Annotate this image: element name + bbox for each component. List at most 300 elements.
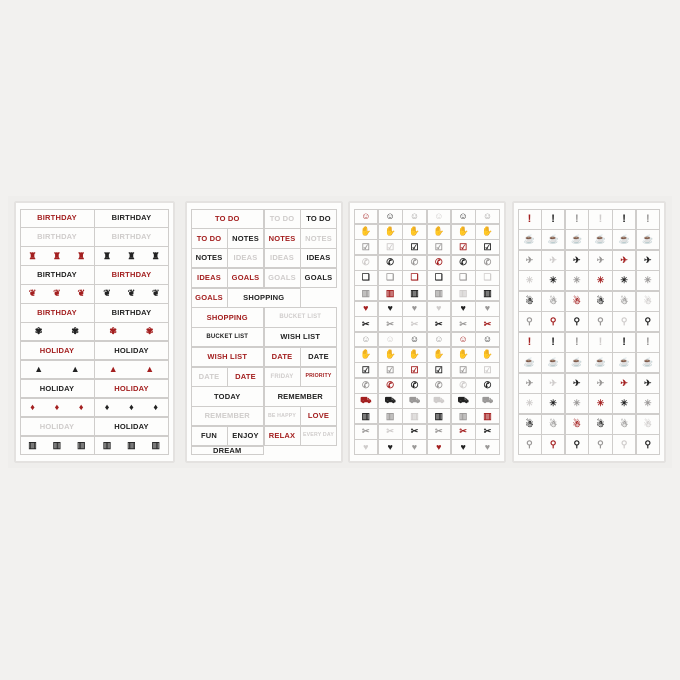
gift-icon-cell[interactable]: [451, 285, 476, 301]
camera-icon-cell[interactable]: [402, 270, 427, 286]
camera-icon-cell[interactable]: [427, 270, 452, 286]
sticker-word[interactable]: [20, 209, 95, 228]
sticker-word[interactable]: [191, 406, 265, 426]
sticker-word[interactable]: [191, 268, 228, 288]
sticker-word[interactable]: [94, 341, 169, 360]
camera-icon-cell[interactable]: [451, 270, 476, 286]
coffee-cup-icon: ☕: [523, 234, 536, 244]
heart-icon-cell[interactable]: [402, 439, 427, 455]
phone-icon-cell[interactable]: [378, 378, 403, 394]
heart-icon: ♥: [484, 303, 491, 314]
shopping-cart-icon-cell[interactable]: [378, 393, 403, 409]
smiley-icon-cell[interactable]: [475, 209, 500, 225]
smiley-icon-cell[interactable]: [402, 209, 427, 225]
icon-sheet-left[interactable]: [349, 202, 505, 462]
star-burst-icon-cell[interactable]: [636, 393, 660, 414]
phone-icon-cell[interactable]: [427, 255, 452, 271]
coffee-cup-icon: ☕: [571, 357, 583, 367]
coffee-cup-icon: ☕: [618, 234, 630, 244]
smiley-icon-cell[interactable]: [427, 332, 452, 348]
coffee-cup-icon-cell[interactable]: [612, 352, 636, 373]
scissors-icon: ✂: [435, 426, 443, 437]
sticker-word[interactable]: [227, 367, 264, 387]
thumbs-up-icon-cell[interactable]: [427, 347, 452, 363]
airplane-icon: ✈: [573, 254, 581, 265]
sticker-word[interactable]: [191, 327, 265, 347]
sticker-word[interactable]: [227, 288, 301, 308]
sticker-label: SHOPPING: [206, 312, 248, 322]
sticker-word[interactable]: [20, 303, 95, 322]
exclamation-icon-cell[interactable]: [518, 209, 542, 230]
sticker-word[interactable]: [20, 265, 95, 284]
checkbox-icon-cell[interactable]: [451, 362, 476, 378]
sticker-word[interactable]: [264, 307, 338, 327]
star-burst-icon-cell[interactable]: [541, 393, 565, 414]
heart-icon-cell[interactable]: [475, 439, 500, 455]
coffee-cup-icon: ☕: [642, 234, 654, 244]
snowman-icon-cell[interactable]: [518, 414, 542, 435]
shopping-cart-icon-cell[interactable]: [402, 393, 427, 409]
sticker-word[interactable]: [191, 426, 228, 446]
shopping-cart-icon-cell[interactable]: [451, 393, 476, 409]
sticker-label: TO DO: [269, 213, 295, 223]
lightbulb-icon-cell[interactable]: [588, 311, 612, 332]
sticker-word[interactable]: [227, 426, 264, 446]
sticker-word[interactable]: [264, 347, 301, 367]
star-burst-icon-cell[interactable]: [636, 270, 660, 291]
scissors-icon-cell[interactable]: [427, 424, 452, 440]
gift-icon: ▥: [410, 410, 419, 421]
snowman-icon-cell[interactable]: [588, 291, 612, 312]
exclamation-icon-cell[interactable]: [541, 332, 565, 353]
coffee-cup-icon-cell[interactable]: [541, 352, 565, 373]
smiley-icon: ☺: [385, 210, 395, 221]
sticker-label: HOLIDAY: [114, 421, 149, 431]
snowman-icon: ☃: [596, 295, 605, 306]
sticker-icon-group: [21, 247, 94, 264]
scissors-icon-cell[interactable]: [354, 424, 379, 440]
sticker-word[interactable]: [264, 406, 301, 426]
airplane-icon-cell[interactable]: [518, 250, 542, 271]
lightbulb-icon-cell[interactable]: [636, 434, 660, 455]
gift-icon: ▥: [483, 287, 492, 298]
smiley-icon-cell[interactable]: [427, 209, 452, 225]
coffee-cup-icon-cell[interactable]: [636, 352, 660, 373]
star-burst-icon-cell[interactable]: [518, 270, 542, 291]
thumbs-up-icon-cell[interactable]: [354, 347, 379, 363]
coffee-cup-icon-cell[interactable]: [612, 229, 636, 250]
lightbulb-icon: ⚲: [573, 439, 581, 449]
gift-icon-cell[interactable]: [354, 408, 379, 424]
thumbs-up-icon-cell[interactable]: [402, 224, 427, 240]
star-burst-icon: ✳: [525, 398, 534, 408]
snowman-icon-cell[interactable]: [518, 291, 542, 312]
star-burst-icon-cell[interactable]: [588, 393, 612, 414]
coffee-cup-icon-cell[interactable]: [541, 229, 565, 250]
ice-cream-icon: ♦: [30, 401, 36, 412]
cupcake-icon: ♜: [127, 250, 136, 261]
exclamation-icon-cell[interactable]: [518, 332, 542, 353]
camera-icon: ❏: [434, 272, 444, 283]
sticker-word[interactable]: [264, 248, 301, 268]
sticker-label: IDEAS: [197, 273, 221, 283]
phone-icon-cell[interactable]: [427, 378, 452, 394]
sticker-word[interactable]: [191, 446, 265, 456]
phone-icon-cell[interactable]: [378, 255, 403, 271]
star-burst-icon: ✳: [620, 398, 629, 408]
thumbs-up-icon: ✋: [384, 226, 396, 237]
sticker-icon-row[interactable]: [94, 436, 169, 455]
sticker-word[interactable]: [20, 341, 95, 360]
airplane-icon-cell[interactable]: [541, 250, 565, 271]
phone-icon-cell[interactable]: [402, 378, 427, 394]
thumbs-up-icon-cell[interactable]: [427, 224, 452, 240]
lightbulb-icon-cell[interactable]: [518, 311, 542, 332]
smiley-icon-cell[interactable]: [378, 332, 403, 348]
sticker-word[interactable]: [191, 307, 265, 327]
heart-icon: ♥: [411, 441, 418, 452]
airplane-icon-cell[interactable]: [565, 373, 589, 394]
star-burst-icon-cell[interactable]: [612, 393, 636, 414]
coffee-cup-icon-cell[interactable]: [518, 352, 542, 373]
snowman-icon-cell[interactable]: [612, 291, 636, 312]
sticker-word[interactable]: [264, 367, 301, 387]
phone-icon-cell[interactable]: [475, 378, 500, 394]
exclamation-icon-cell[interactable]: [636, 209, 660, 230]
snowman-icon-cell[interactable]: [565, 291, 589, 312]
camera-icon-cell[interactable]: [354, 270, 379, 286]
snowman-icon-cell[interactable]: [541, 414, 565, 435]
thumbs-up-icon-cell[interactable]: [451, 224, 476, 240]
party-popper-icon: ✾: [109, 326, 118, 337]
scissors-icon-cell[interactable]: [427, 316, 452, 332]
phone-icon-cell[interactable]: [402, 255, 427, 271]
gift-icon-cell[interactable]: [354, 285, 379, 301]
sticker-word[interactable]: [264, 209, 301, 229]
scissors-icon-cell[interactable]: [451, 316, 476, 332]
gift-icon: ▥: [102, 439, 112, 450]
star-burst-icon: ✳: [549, 275, 558, 285]
sticker-word[interactable]: [94, 265, 169, 284]
sticker-word[interactable]: [264, 327, 338, 347]
exclamation-icon-cell[interactable]: [636, 332, 660, 353]
lightbulb-icon-cell[interactable]: [541, 434, 565, 455]
shopping-cart-icon-cell[interactable]: [427, 393, 452, 409]
exclamation-icon-cell[interactable]: [612, 332, 636, 353]
sticker-icon-row[interactable]: [20, 246, 95, 265]
thumbs-up-icon-cell[interactable]: [378, 347, 403, 363]
airplane-icon-cell[interactable]: [541, 373, 565, 394]
lightbulb-icon: ⚲: [644, 316, 652, 326]
sticker-icon-row[interactable]: [94, 360, 169, 379]
gift-icon-cell[interactable]: [475, 408, 500, 424]
sticker-word[interactable]: [300, 248, 337, 268]
sticker-word[interactable]: [191, 228, 228, 248]
sticker-icon-row[interactable]: [20, 322, 95, 341]
sticker-word[interactable]: [191, 209, 265, 229]
sticker-word[interactable]: [94, 227, 169, 246]
lightbulb-icon: ⚲: [549, 316, 557, 326]
sticker-icon-row[interactable]: [20, 398, 95, 417]
checkbox-icon-cell[interactable]: [475, 362, 500, 378]
sticker-word[interactable]: [20, 417, 95, 436]
thumbs-up-icon-cell[interactable]: [354, 224, 379, 240]
heart-icon: ♥: [411, 303, 418, 314]
phone-icon-cell[interactable]: [451, 255, 476, 271]
heart-icon-cell[interactable]: [475, 301, 500, 317]
star-burst-icon-cell[interactable]: [541, 270, 565, 291]
shopping-cart-icon: ⛟: [457, 395, 469, 406]
heart-icon: ♥: [387, 441, 394, 452]
scissors-icon-cell[interactable]: [451, 424, 476, 440]
thumbs-up-icon-cell[interactable]: [475, 224, 500, 240]
sticker-word[interactable]: [264, 268, 301, 288]
smiley-icon: ☺: [482, 333, 493, 344]
sticker-word[interactable]: [300, 426, 337, 446]
scissors-icon-cell[interactable]: [354, 316, 379, 332]
gift-icon-cell[interactable]: [475, 285, 500, 301]
shopping-cart-icon-cell[interactable]: [354, 393, 379, 409]
heart-icon-cell[interactable]: [378, 301, 403, 317]
sticker-word[interactable]: [300, 268, 337, 288]
scissors-icon: ✂: [362, 318, 370, 329]
lightbulb-icon: ⚲: [549, 439, 557, 449]
lightbulb-icon-cell[interactable]: [565, 434, 589, 455]
scissors-icon-cell[interactable]: [475, 316, 500, 332]
gift-icon: ▥: [151, 439, 161, 450]
heart-icon-cell[interactable]: [378, 439, 403, 455]
sticker-word[interactable]: [300, 347, 337, 367]
sticker-icon-row[interactable]: [94, 246, 169, 265]
lightbulb-icon-cell[interactable]: [518, 434, 542, 455]
scissors-icon-cell[interactable]: [402, 316, 427, 332]
airplane-icon-cell[interactable]: [612, 373, 636, 394]
sticker-label: FUN: [200, 431, 217, 441]
lightbulb-icon-cell[interactable]: [541, 311, 565, 332]
phone-icon-cell[interactable]: [354, 378, 379, 394]
scissors-icon-cell[interactable]: [378, 424, 403, 440]
lightbulb-icon: ⚲: [597, 316, 604, 326]
checkbox-icon-cell[interactable]: [354, 239, 379, 255]
thumbs-up-icon-cell[interactable]: [402, 347, 427, 363]
sticker-word[interactable]: [191, 248, 228, 268]
exclamation-icon-cell[interactable]: [612, 209, 636, 230]
checkbox-icon-cell[interactable]: [427, 239, 452, 255]
checkbox-icon-cell[interactable]: [475, 239, 500, 255]
sticker-icon-group: [95, 437, 168, 454]
phone-icon-cell[interactable]: [475, 255, 500, 271]
star-burst-icon-cell[interactable]: [518, 393, 542, 414]
checkbox-icon-cell[interactable]: [427, 362, 452, 378]
sticker-word[interactable]: [300, 228, 337, 248]
checkbox-icon: ☑: [483, 364, 492, 375]
coffee-cup-icon-cell[interactable]: [518, 229, 542, 250]
checkbox-icon-cell[interactable]: [402, 239, 427, 255]
exclamation-icon-cell[interactable]: [541, 209, 565, 230]
checkbox-icon-cell[interactable]: [378, 362, 403, 378]
airplane-icon-cell[interactable]: [588, 250, 612, 271]
smiley-icon-cell[interactable]: [402, 332, 427, 348]
airplane-icon-cell[interactable]: [612, 250, 636, 271]
airplane-icon-cell[interactable]: [565, 250, 589, 271]
sticker-icon-row[interactable]: [94, 322, 169, 341]
snowman-icon: ☃: [572, 295, 582, 306]
thumbs-up-icon-cell[interactable]: [475, 347, 500, 363]
airplane-icon-cell[interactable]: [636, 250, 660, 271]
gift-icon-cell[interactable]: [378, 285, 403, 301]
thumbs-up-icon: ✋: [481, 349, 494, 360]
scissors-icon: ✂: [410, 318, 419, 329]
sticker-word[interactable]: [264, 386, 338, 406]
phone-icon: ✆: [386, 380, 395, 391]
snowman-icon-cell[interactable]: [565, 414, 589, 435]
checkbox-icon-cell[interactable]: [402, 362, 427, 378]
sticker-word[interactable]: [227, 228, 264, 248]
gift-icon-cell[interactable]: [402, 408, 427, 424]
sticker-word[interactable]: [94, 417, 169, 436]
thumbs-up-icon-cell[interactable]: [378, 224, 403, 240]
sticker-word[interactable]: [191, 367, 228, 387]
coffee-cup-icon-cell[interactable]: [588, 229, 612, 250]
checkbox-icon-cell[interactable]: [354, 362, 379, 378]
thumbs-up-icon: ✋: [408, 349, 421, 360]
coffee-cup-icon-cell[interactable]: [565, 229, 589, 250]
sticker-word[interactable]: [300, 406, 337, 426]
sticker-word[interactable]: [191, 288, 228, 308]
snowman-icon: ☃: [643, 418, 653, 429]
snowman-icon-cell[interactable]: [612, 414, 636, 435]
airplane-icon-cell[interactable]: [588, 373, 612, 394]
sticker-word[interactable]: [191, 386, 265, 406]
checkbox-icon-cell[interactable]: [451, 239, 476, 255]
phone-icon-cell[interactable]: [451, 378, 476, 394]
snowman-icon-cell[interactable]: [588, 414, 612, 435]
sticker-word[interactable]: [191, 347, 265, 367]
smiley-icon-cell[interactable]: [451, 332, 476, 348]
camera-icon-cell[interactable]: [475, 270, 500, 286]
thumbs-up-icon-cell[interactable]: [451, 347, 476, 363]
heart-icon-cell[interactable]: [354, 439, 379, 455]
scissors-icon: ✂: [483, 318, 492, 329]
smiley-icon-cell[interactable]: [378, 209, 403, 225]
phone-icon: ✆: [386, 257, 395, 268]
star-burst-icon-cell[interactable]: [565, 393, 589, 414]
snowman-icon: ☃: [549, 295, 558, 306]
sticker-icon-row[interactable]: [20, 284, 95, 303]
sticker-label: BIRTHDAY: [111, 270, 152, 280]
birthday-holiday-sheet[interactable]: [15, 202, 174, 462]
sticker-label: HOLIDAY: [114, 345, 149, 355]
gift-icon-cell[interactable]: [427, 408, 452, 424]
sticker-word[interactable]: [264, 228, 301, 248]
snowman-icon: ☃: [572, 418, 582, 429]
sticker-word[interactable]: [300, 367, 337, 387]
sticker-word[interactable]: [94, 379, 169, 398]
sticker-icon-row[interactable]: [20, 436, 95, 455]
lightbulb-icon-cell[interactable]: [612, 434, 636, 455]
scissors-icon-cell[interactable]: [402, 424, 427, 440]
snowman-icon-cell[interactable]: [636, 291, 660, 312]
gift-icon: ▥: [385, 410, 395, 421]
gift-icon: ▥: [361, 410, 371, 421]
heart-icon-cell[interactable]: [427, 439, 452, 455]
gift-icon: ▥: [127, 439, 136, 450]
gift-icon: ▥: [52, 439, 62, 450]
gift-icon-cell[interactable]: [402, 285, 427, 301]
icon-sheet-right[interactable]: [513, 202, 665, 462]
smiley-icon-cell[interactable]: [354, 209, 379, 225]
exclamation-icon-cell[interactable]: [588, 209, 612, 230]
airplane-icon: ✈: [525, 254, 534, 265]
sticker-icon-row[interactable]: [94, 284, 169, 303]
heart-icon-cell[interactable]: [451, 301, 476, 317]
airplane-icon-cell[interactable]: [518, 373, 542, 394]
coffee-cup-icon-cell[interactable]: [636, 229, 660, 250]
sticker-word[interactable]: [20, 227, 95, 246]
checkbox-icon-cell[interactable]: [378, 239, 403, 255]
party-popper-icon: ✾: [34, 326, 43, 337]
lightbulb-icon-cell[interactable]: [612, 311, 636, 332]
shopping-cart-icon-cell[interactable]: [475, 393, 500, 409]
heart-icon-cell[interactable]: [354, 301, 379, 317]
sticker-word[interactable]: [227, 248, 264, 268]
sticker-icon-row[interactable]: [20, 360, 95, 379]
smiley-icon: ☺: [409, 333, 420, 344]
star-burst-icon: ✳: [620, 275, 629, 285]
smiley-icon-cell[interactable]: [451, 209, 476, 225]
camera-icon-cell[interactable]: [378, 270, 403, 286]
scissors-icon-cell[interactable]: [378, 316, 403, 332]
coffee-cup-icon-cell[interactable]: [588, 352, 612, 373]
snowman-icon-cell[interactable]: [541, 291, 565, 312]
sticker-word[interactable]: [94, 303, 169, 322]
phone-icon: ✆: [459, 380, 468, 391]
scissors-icon-cell[interactable]: [475, 424, 500, 440]
sticker-word[interactable]: [94, 209, 169, 228]
exclamation-icon: !: [622, 212, 627, 225]
sticker-icon-row[interactable]: [94, 398, 169, 417]
sticker-word[interactable]: [300, 209, 337, 229]
airplane-icon-cell[interactable]: [636, 373, 660, 394]
sticker-word[interactable]: [227, 268, 264, 288]
lightbulb-icon-cell[interactable]: [588, 434, 612, 455]
exclamation-icon-cell[interactable]: [565, 332, 589, 353]
gift-icon-cell[interactable]: [451, 408, 476, 424]
gift-icon-cell[interactable]: [427, 285, 452, 301]
star-burst-icon-cell[interactable]: [565, 270, 589, 291]
lightbulb-icon-cell[interactable]: [636, 311, 660, 332]
heart-icon-cell[interactable]: [427, 301, 452, 317]
exclamation-icon-cell[interactable]: [588, 332, 612, 353]
smiley-icon-cell[interactable]: [354, 332, 379, 348]
phone-icon-cell[interactable]: [354, 255, 379, 271]
heart-icon-cell[interactable]: [402, 301, 427, 317]
star-burst-icon-cell[interactable]: [588, 270, 612, 291]
star-burst-icon-cell[interactable]: [612, 270, 636, 291]
lightbulb-icon-cell[interactable]: [565, 311, 589, 332]
words-sheet[interactable]: [186, 202, 342, 462]
party-popper-icon: ✾: [145, 326, 154, 337]
snowman-icon-cell[interactable]: [636, 414, 660, 435]
sticker-word[interactable]: [264, 426, 301, 446]
heart-icon-cell[interactable]: [451, 439, 476, 455]
smiley-icon: ☺: [434, 333, 444, 344]
smiley-icon-cell[interactable]: [475, 332, 500, 348]
gift-icon-cell[interactable]: [378, 408, 403, 424]
coffee-cup-icon-cell[interactable]: [565, 352, 589, 373]
sticker-word[interactable]: [20, 379, 95, 398]
exclamation-icon-cell[interactable]: [565, 209, 589, 230]
